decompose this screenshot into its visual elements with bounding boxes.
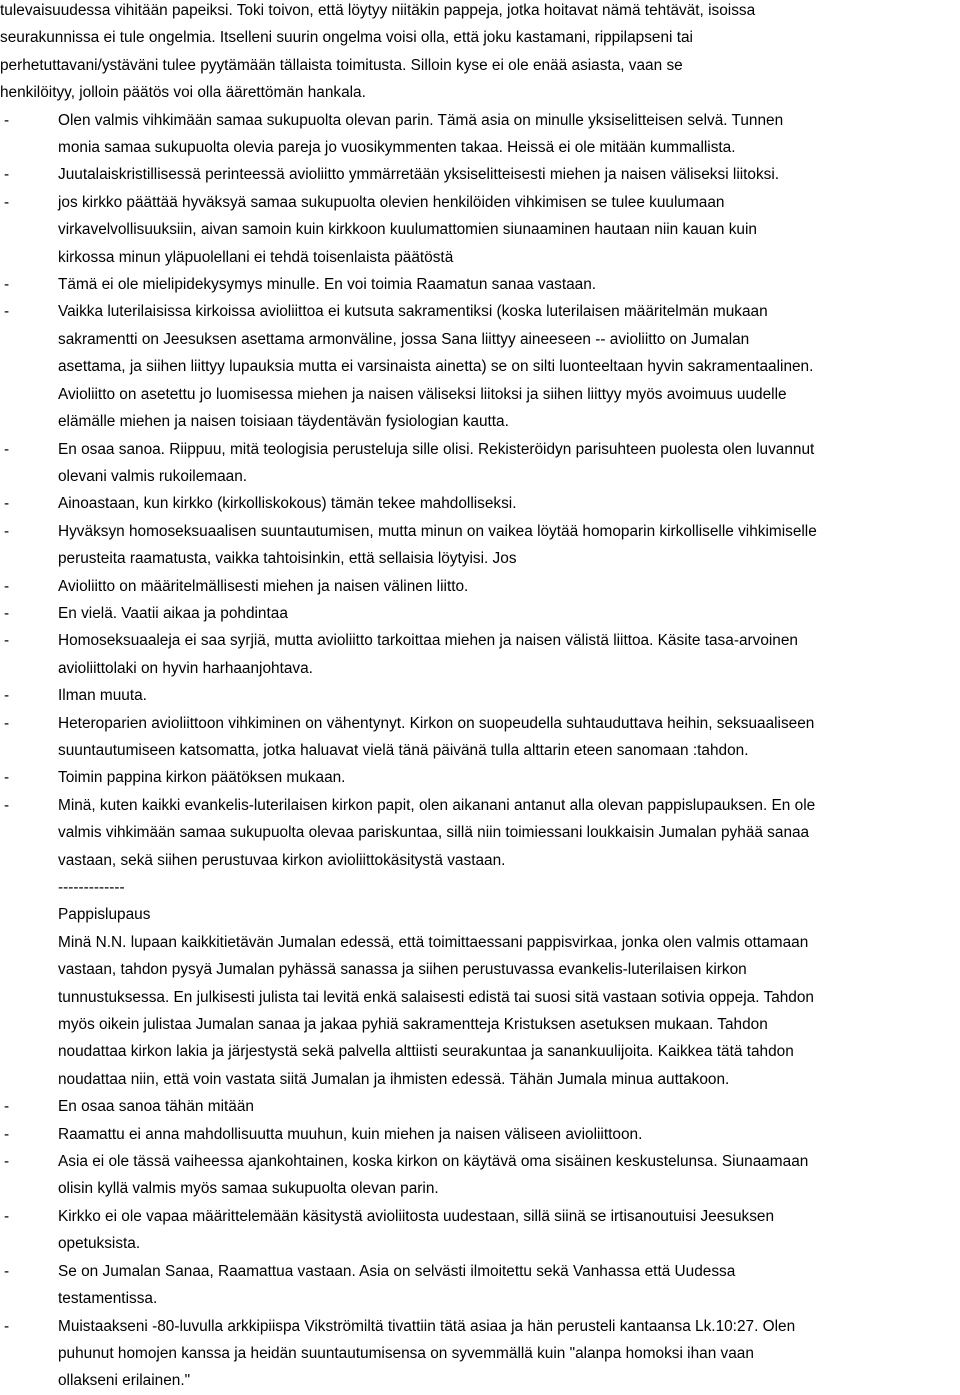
answer-list-a: [0, 107, 960, 874]
bullet-dash: -: [4, 714, 10, 732]
bullet-dash: -: [4, 193, 10, 211]
text-line: sakramentti on Jeesuksen asettama armonväline, jossa Sana liittyy aineeseen -- avioliitto on Jumalan: [58, 330, 750, 348]
text-line: En osaa sanoa tähän mitään: [58, 1098, 254, 1116]
text-line: Ainoastaan, kun kirkko (kirkolliskokous) tämän tekee mahdolliseksi.: [58, 495, 517, 513]
text-line: vastaan, tahdon pysyä Jumalan pyhässä sanassa ja siihen perustuvassa evankelis-luterilaisen kirkon: [58, 961, 747, 979]
text-line: opetuksista.: [58, 1235, 141, 1253]
vow-text: [0, 929, 960, 1093]
text-line: Asia ei ole tässä vaiheessa ajankohtainen, koska kirkon on käytävä oma sisäinen keskustelunsa. Siunaamaan: [58, 1153, 809, 1171]
list-item: [0, 490, 960, 517]
text-line: noudattaa kirkon lakia ja järjestystä sekä palvella alttiisti seurakuntaa ja sanankuulijoita. Kaikkea tätä tahdon: [58, 1043, 794, 1061]
text-line: vastaan, sekä siihen perustuvaa kirkon avioliittokäsitystä vastaan.: [58, 851, 506, 869]
list-item: [0, 298, 960, 435]
bullet-dash: -: [4, 1207, 10, 1225]
list-item: [0, 1258, 960, 1313]
text-line: avioliittolaki on hyvin harhaanjohtava.: [58, 659, 313, 677]
bullet-dash: -: [4, 604, 10, 622]
bullet-dash: -: [4, 111, 10, 129]
text-line: Ilman muuta.: [58, 687, 147, 705]
text-line: Hyväksyn homoseksuaalisen suuntautumisen, mutta minun on vaikea löytää homoparin kirkolliselle vihkimiselle: [58, 522, 817, 540]
text-line: perhetuttavani/ystäväni tulee pyytämään tällaista toimitusta. Silloin kyse ei ole enää asiasta, vaan se: [0, 56, 683, 74]
text-line: testamentissa.: [58, 1290, 158, 1308]
text-line: En vielä. Vaatii aikaa ja pohdintaa: [58, 604, 288, 622]
bullet-dash: -: [4, 769, 10, 787]
text-line: Minä, kuten kaikki evankelis-luterilaisen kirkon papit, olen aikanani antanut alla olevan pappislupauksen. En ole: [58, 796, 816, 814]
bullet-dash: -: [4, 687, 10, 705]
bullet-dash: -: [4, 1317, 10, 1335]
list-item: [0, 1093, 960, 1120]
bullet-dash: -: [4, 796, 10, 814]
bullet-dash: -: [4, 1125, 10, 1143]
bullet-dash: -: [4, 1153, 10, 1171]
text-line: olevani valmis rukoilemaan.: [58, 467, 248, 485]
text-line: monia samaa sukupuolta olevia pareja jo vuosikymmenten takaa. Heissä ei ole mitään kummallista.: [58, 139, 736, 157]
text-line: elämälle miehen ja naisen toisiaan täydentävän fysiologian kautta.: [58, 413, 509, 431]
text-line: Juutalaiskristillisessä perinteessä avioliitto ymmärretään yksiselitteisesti miehen ja naisen väliseksi liitoksi.: [58, 166, 780, 184]
text-line: noudattaa niin, että voin vastata siitä Jumalan ja ihmisten edessä. Tähän Jumala minua auttakoon.: [58, 1070, 730, 1088]
separator: -------------: [58, 879, 125, 896]
text-line: tunnustuksessa. En julkisesti julista tai levitä enkä salaisesti edistä tai suosi sitä vastaan sotivia oppeja. Tahdon: [58, 988, 814, 1006]
text-line: kirkossa minun yläpuolellani ei tehdä toisenlaista päätöstä: [58, 248, 454, 266]
answer-list-b: [0, 1093, 960, 1394]
list-item: [0, 1313, 960, 1395]
list-item: [0, 710, 960, 765]
text-line: perusteita raamatusta, vaikka tahtoisinkin, että sellaisia löytyisi. Jos: [58, 550, 517, 568]
text-line: virkavelvollisuuksiin, aivan samoin kuin kirkkoon kuulumattomien siunaaminen hautaan niin kauan kuin: [58, 221, 757, 239]
text-line: Muistaakseni -80-luvulla arkkipiispa Vikströmiltä tivattiin tätä asiaa ja hän perusteli kantaansa Lk.10:27. Olen: [58, 1317, 796, 1335]
bullet-dash: -: [4, 577, 10, 595]
text-line: Se on Jumalan Sanaa, Raamattua vastaan. Asia on selvästi ilmoitettu sekä Vanhassa että Uudessa: [58, 1262, 736, 1280]
list-item: [0, 271, 960, 298]
bullet-dash: -: [4, 166, 10, 184]
text-line: Raamattu ei anna mahdollisuutta muuhun, kuin miehen ja naisen väliseen avioliittoon.: [58, 1125, 643, 1143]
text-line: Minä N.N. lupaan kaikkitietävän Jumalan edessä, että toimittaessani pappisvirkaa, jonka olen valmis ottamaan: [58, 933, 809, 951]
text-line: seurakunnissa ei tule ongelmia. Itselleni suurin ongelma voisi olla, että joku kastamani, rippilapseni tai: [0, 29, 693, 47]
list-item: [0, 573, 960, 600]
list-item: [0, 627, 960, 682]
text-line: Vaikka luterilaisissa kirkoissa avioliittoa ei kutsuta sakramentiksi (koska luterilaisen määritelmän mukaan: [58, 303, 768, 321]
list-item: [0, 682, 960, 709]
list-item: [0, 189, 960, 271]
text-line: henkilöityy, jolloin päätös voi olla äärettömän hankala.: [0, 84, 366, 102]
text-line: Olen valmis vihkimään samaa sukupuolta olevan parin. Tämä asia on minulle yksiselitteisen selvä. Tunnen: [58, 111, 784, 129]
text-line: Heteroparien avioliittoon vihkiminen on vähentynyt. Kirkon on suopeudella suhtauduttava heihin, seksuaaliseen: [58, 714, 815, 732]
list-item: [0, 764, 960, 791]
bullet-dash: -: [4, 303, 10, 321]
bullet-dash: -: [4, 1098, 10, 1116]
bullet-dash: -: [4, 495, 10, 513]
list-item: [0, 436, 960, 491]
list-item: [0, 1148, 960, 1203]
text-line: olisin kyllä valmis myös samaa sukupuolta olevan parin.: [58, 1180, 439, 1198]
text-line: Homoseksuaaleja ei saa syrjiä, mutta avioliitto tarkoittaa miehen ja naisen välistä liittoa. Käsite tasa-arvoinen: [58, 632, 798, 650]
text-line: ollakseni erilainen.": [58, 1372, 191, 1390]
list-item: [0, 107, 960, 162]
bullet-dash: -: [4, 276, 10, 294]
text-line: En osaa sanoa. Riippuu, mitä teologisia perusteluja sille olisi. Rekisteröidyn parisuhteen puolesta olen luvannut: [58, 440, 815, 458]
list-item: [0, 1121, 960, 1148]
intro-paragraph: [0, 0, 960, 107]
bullet-dash: -: [4, 632, 10, 650]
bullet-dash: -: [4, 1262, 10, 1280]
text-line: valmis vihkimään samaa sukupuolta olevaa pariskuntaa, sillä niin toimiessani loukkaisin Jumalan pyhää sanaa: [58, 824, 810, 842]
text-line: tulevaisuudessa vihitään papeiksi. Toki toivon, että löytyy niitäkin pappeja, jotka hoitavat nämä tehtävät, isoissa: [0, 2, 756, 19]
text-line: suuntautumiseen katsomatta, jotka haluavat vielä tänä päivänä tulla alttarin eteen sanomaan :tahdon.: [58, 741, 749, 759]
vow-heading: Pappislupaus: [58, 906, 151, 924]
text-line: Kirkko ei ole vapaa määrittelemään käsitystä avioliitosta uudestaan, sillä siinä se irtisanoutuisi Jeesuksen: [58, 1207, 775, 1225]
list-item: [0, 792, 960, 874]
bullet-dash: -: [4, 522, 10, 540]
text-line: Avioliitto on asetettu jo luomisessa miehen ja naisen väliseksi liitoksi ja siihen liittyy myös avoimuus uudelle: [58, 385, 787, 403]
text-line: jos kirkko päättää hyväksyä samaa sukupuolta olevien henkilöiden vihkimisen se tulee kuulumaan: [58, 193, 725, 211]
text-line: Tämä ei ole mielipidekysymys minulle. En voi toimia Raamatun sanaa vastaan.: [58, 276, 597, 294]
text-line: Avioliitto on määritelmällisesti miehen ja naisen välinen liitto.: [58, 577, 469, 595]
text-line: myös oikein julistaa Jumalan sanaa ja jakaa pyhiä sakramentteja Kristuksen asetuksen mukaan. Tahdon: [58, 1016, 768, 1034]
text-line: asettama, ja siihen liittyy lupauksia mutta ei varsinaista ainetta) se on silti luonteeltaan hyvin sakramentaalinen.: [58, 358, 814, 376]
bullet-dash: -: [4, 440, 10, 458]
text-line: puhunut homojen kanssa ja heidän suuntautumisensa on syvemmällä kuin "alanpa homoksi ihan vaan: [58, 1344, 754, 1362]
text-line: Toimin pappina kirkon päätöksen mukaan.: [58, 769, 346, 787]
list-item: [0, 161, 960, 188]
list-item: [0, 600, 960, 627]
list-item: [0, 518, 960, 573]
list-item: [0, 1203, 960, 1258]
